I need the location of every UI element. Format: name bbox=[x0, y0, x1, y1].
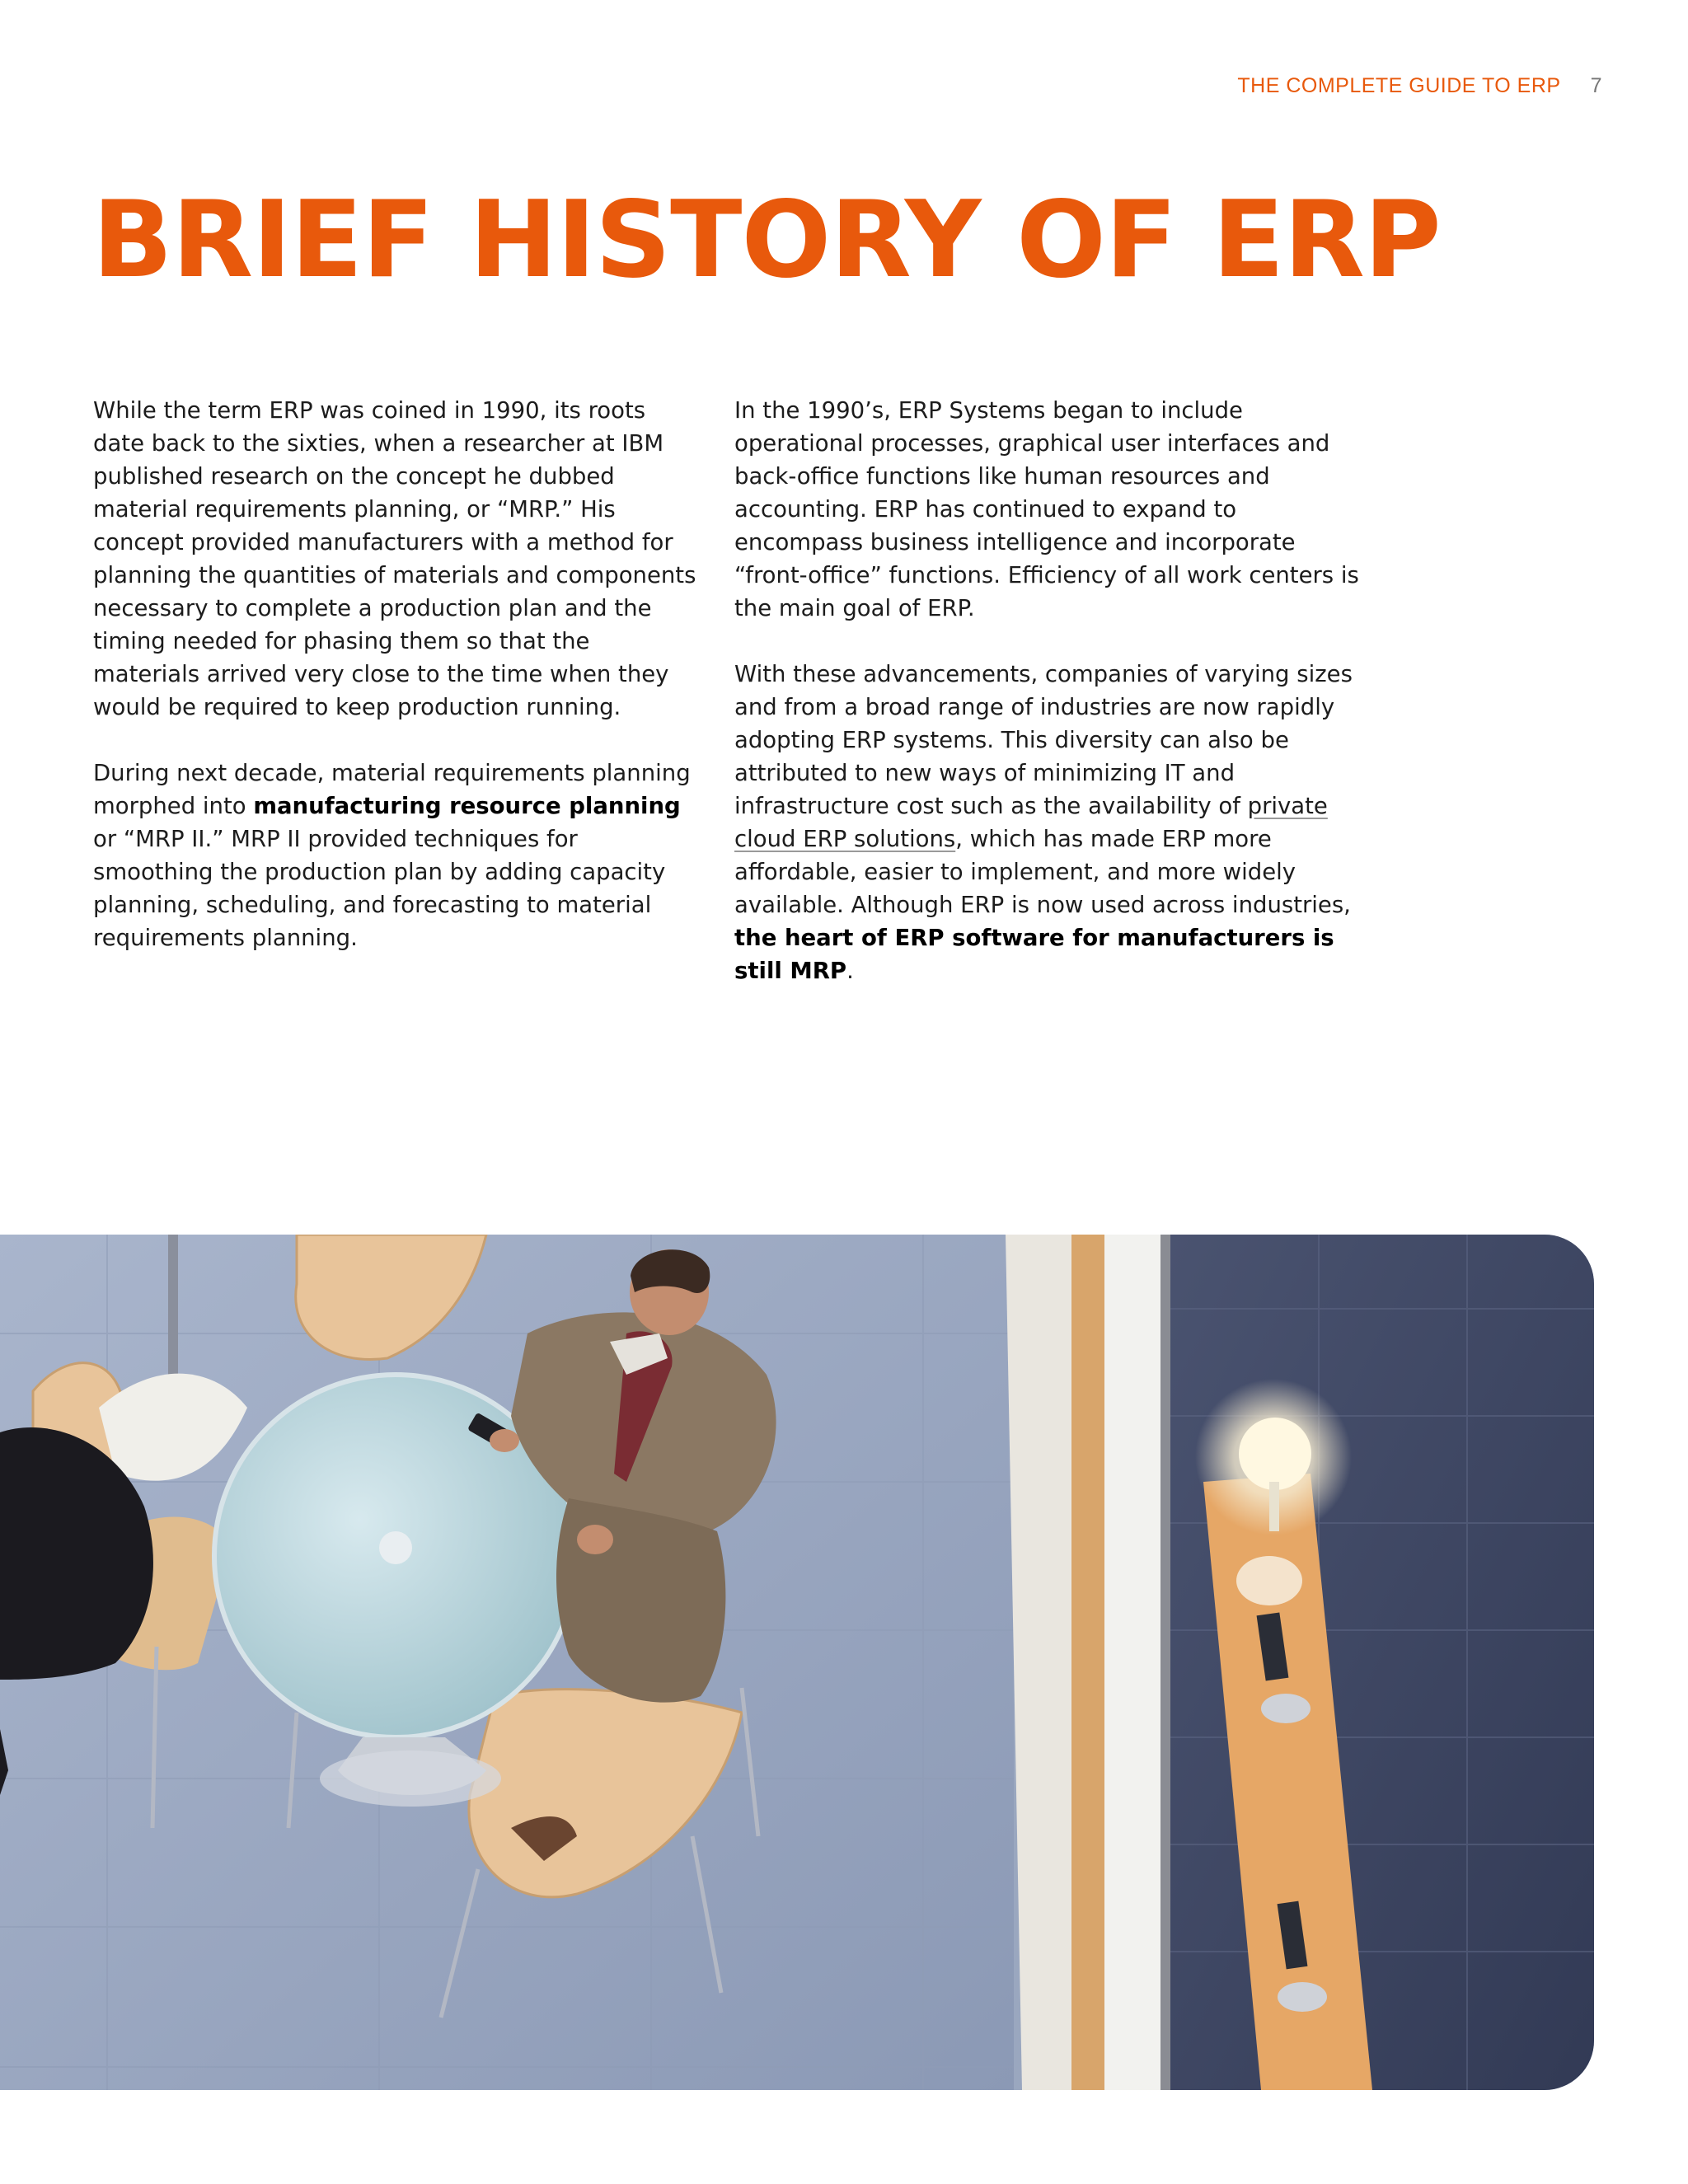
private-cloud-erp-link[interactable]: private cloud ERP solutions bbox=[734, 793, 1328, 852]
running-header bbox=[1237, 74, 1602, 98]
left-column bbox=[93, 394, 703, 954]
text-run: . bbox=[846, 958, 854, 984]
paragraph bbox=[734, 658, 1361, 987]
bold-statement: the heart of ERP software for manufacturers is still MRP bbox=[734, 925, 1334, 984]
running-title: THE COMPLETE GUIDE TO ERP bbox=[1237, 74, 1561, 97]
page-number: 7 bbox=[1590, 74, 1602, 97]
text-run: With these advancements, companies of varying sizes and from a broad range of industries are now rapidly adopting ERP systems. This diversity can also be attributed to new ways of minimizing IT and infrastructure cost such as the availability of bbox=[734, 661, 1353, 819]
text-run: or “MRP II.” MRP II provided techniques for smoothing the production plan by adding capacity planning, scheduling, and forecasting to material requirements planning. bbox=[93, 826, 666, 951]
page-title: BRIEF HISTORY OF ERP bbox=[92, 179, 1441, 302]
text-run: During next decade, material requirements planning morphed into bbox=[93, 760, 691, 819]
paragraph bbox=[93, 757, 703, 954]
right-column bbox=[734, 394, 1361, 987]
paragraph: While the term ERP was coined in 1990, its roots date back to the sixties, when a researcher at IBM published research on the concept he dubbed material requirements planning, or “MRP.” His concept provided manufacturers with a method for planning the quantities of materials and components necessary to complete a production plan and the timing needed for phasing them so that the materials arrived very close to the time when they would be required to keep production running. bbox=[93, 397, 696, 720]
bold-term: manufacturing resource planning bbox=[253, 793, 681, 819]
office-lobby-photo bbox=[0, 1235, 1594, 2090]
paragraph: In the 1990’s, ERP Systems began to include operational processes, graphical user interfaces and back-office functions like human resources and accounting. ERP has continued to expand to encompass business intelligence and incorporate “front-office” functions. Efficiency of all work centers is the main goal of ERP. bbox=[734, 397, 1359, 621]
text-run: , which has made ERP more affordable, easier to implement, and more widely available. Although ERP is now used across industries, bbox=[734, 826, 1351, 918]
